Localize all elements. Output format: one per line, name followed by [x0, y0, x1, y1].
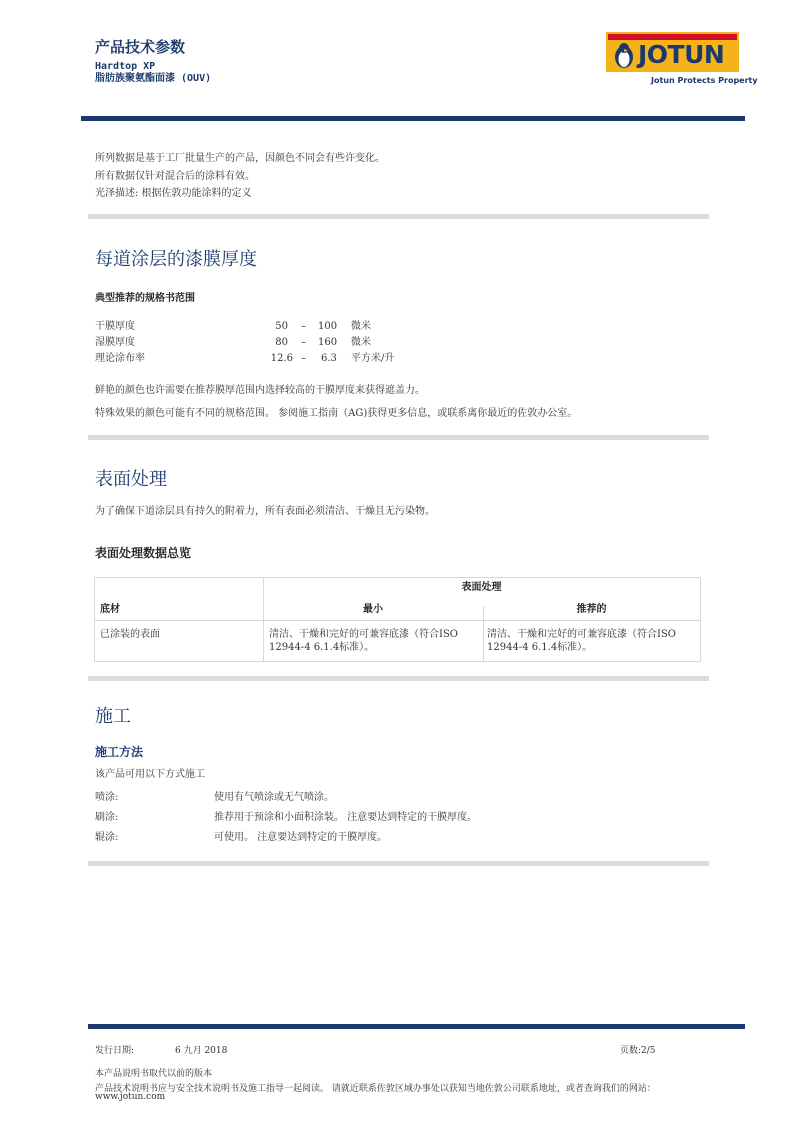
product-description: 脂肪族聚氨酯面漆 (OUV)	[95, 73, 212, 84]
film-row-dash: –	[301, 353, 306, 364]
table-header-recommended: 推荐的	[576, 604, 607, 615]
film-note: 特殊效果的颜色可能有不同的规格范围。 参阅施工指南（AG)获得更多信息，或联系离你最近的佐敦办公室。	[95, 408, 578, 419]
film-row-dash: –	[301, 337, 306, 348]
film-row-unit: 平方米/升	[351, 353, 395, 364]
method-text: 推荐用于预涂和小面积涂装。 注意要达到特定的干膜厚度。	[214, 812, 478, 823]
issue-date: 6 九月 2018	[175, 1046, 228, 1056]
method-text: 使用有气喷涂或无气喷涂。	[214, 792, 334, 803]
product-name: Hardtop XP	[95, 61, 156, 72]
application-heading: 施工	[95, 706, 131, 727]
film-row-max: 160	[318, 337, 338, 348]
film-note: 鲜艳的颜色也许需要在推荐膜厚范围内选择较高的干膜厚度来获得遮盖力。	[95, 385, 425, 396]
surface-prep-heading: 表面处理	[95, 469, 167, 490]
film-row-max: 100	[318, 321, 338, 332]
surface-table-title: 表面处理数据总览	[95, 546, 192, 560]
film-row-label: 理论涂布率	[95, 353, 145, 364]
penguin-icon	[612, 41, 636, 69]
website-link[interactable]: www.jotun.com	[95, 1092, 166, 1102]
film-row-min: 80	[275, 337, 288, 348]
application-method-heading: 施工方法	[95, 745, 144, 759]
film-row-label: 干膜厚度	[95, 321, 135, 332]
intro-line: 光泽描述: 根据佐敦功能涂料的定义	[95, 188, 252, 199]
application-method-description: 该产品可用以下方式施工	[95, 769, 205, 780]
method-label: 辊涂:	[95, 832, 119, 843]
footer-note: 本产品说明书取代以前的版本	[95, 1069, 213, 1079]
jotun-logo	[606, 32, 739, 72]
intro-line: 所有数据仅针对混合后的涂料有效。	[95, 171, 255, 182]
surface-prep-table	[94, 577, 701, 662]
surface-prep-description: 为了确保下道涂层具有持久的附着力，所有表面必须清洁、干燥且无污染物。	[95, 506, 435, 517]
film-row-dash: –	[301, 321, 306, 332]
film-row-label: 湿膜厚度	[95, 337, 135, 348]
film-row-max: 6.3	[321, 353, 337, 364]
table-cell-substrate: 已涂装的表面	[100, 629, 160, 640]
footer-note: 产品技术说明书应与安全技术说明书及施工指导一起阅读。 请就近联系佐敦区域办事处以获知当地佐敦公司联系地址，或者查询我们的网站：	[95, 1084, 656, 1094]
table-group-header: 表面处理	[461, 582, 502, 593]
section-divider	[88, 214, 709, 219]
film-row-unit: 微米	[351, 337, 371, 348]
section-divider	[88, 861, 709, 866]
product-header	[95, 61, 211, 85]
page-number: 页数:2/5	[620, 1046, 656, 1056]
table-cell-recommended: 清洁、干燥和完好的可兼容底漆（符合ISO 12944-4 6.1.4标准）。	[487, 629, 676, 653]
film-row-min: 50	[275, 321, 288, 332]
logo-wordmark: JOTUN	[638, 40, 725, 69]
section-divider	[88, 676, 709, 681]
method-label: 喷涂:	[95, 792, 119, 803]
intro-line: 所列数据是基于工厂批量生产的产品，因颜色不同会有些许变化。	[95, 153, 385, 164]
page-section-title: 产品技术参数	[95, 38, 186, 56]
film-row-unit: 微米	[351, 321, 371, 332]
section-divider	[88, 435, 709, 440]
brand-tagline: Jotun Protects Property	[651, 76, 758, 85]
film-row-min: 12.6	[270, 353, 293, 364]
method-text: 可使用。 注意要达到特定的干膜厚度。	[214, 832, 388, 843]
table-header-minimum: 最小	[363, 604, 383, 615]
table-header-substrate: 底材	[100, 604, 120, 615]
header-divider	[81, 116, 745, 121]
film-thickness-heading: 每道涂层的漆膜厚度	[95, 249, 257, 270]
footer-divider	[88, 1024, 745, 1029]
method-label: 刷涂:	[95, 812, 119, 823]
issue-date-label: 发行日期:	[95, 1046, 135, 1056]
table-cell-minimum: 清洁、干燥和完好的可兼容底漆（符合ISO 12944-4 6.1.4标准）。	[269, 629, 458, 653]
film-subtitle: 典型推荐的规格书范围	[95, 293, 195, 304]
table-divider	[95, 620, 700, 621]
